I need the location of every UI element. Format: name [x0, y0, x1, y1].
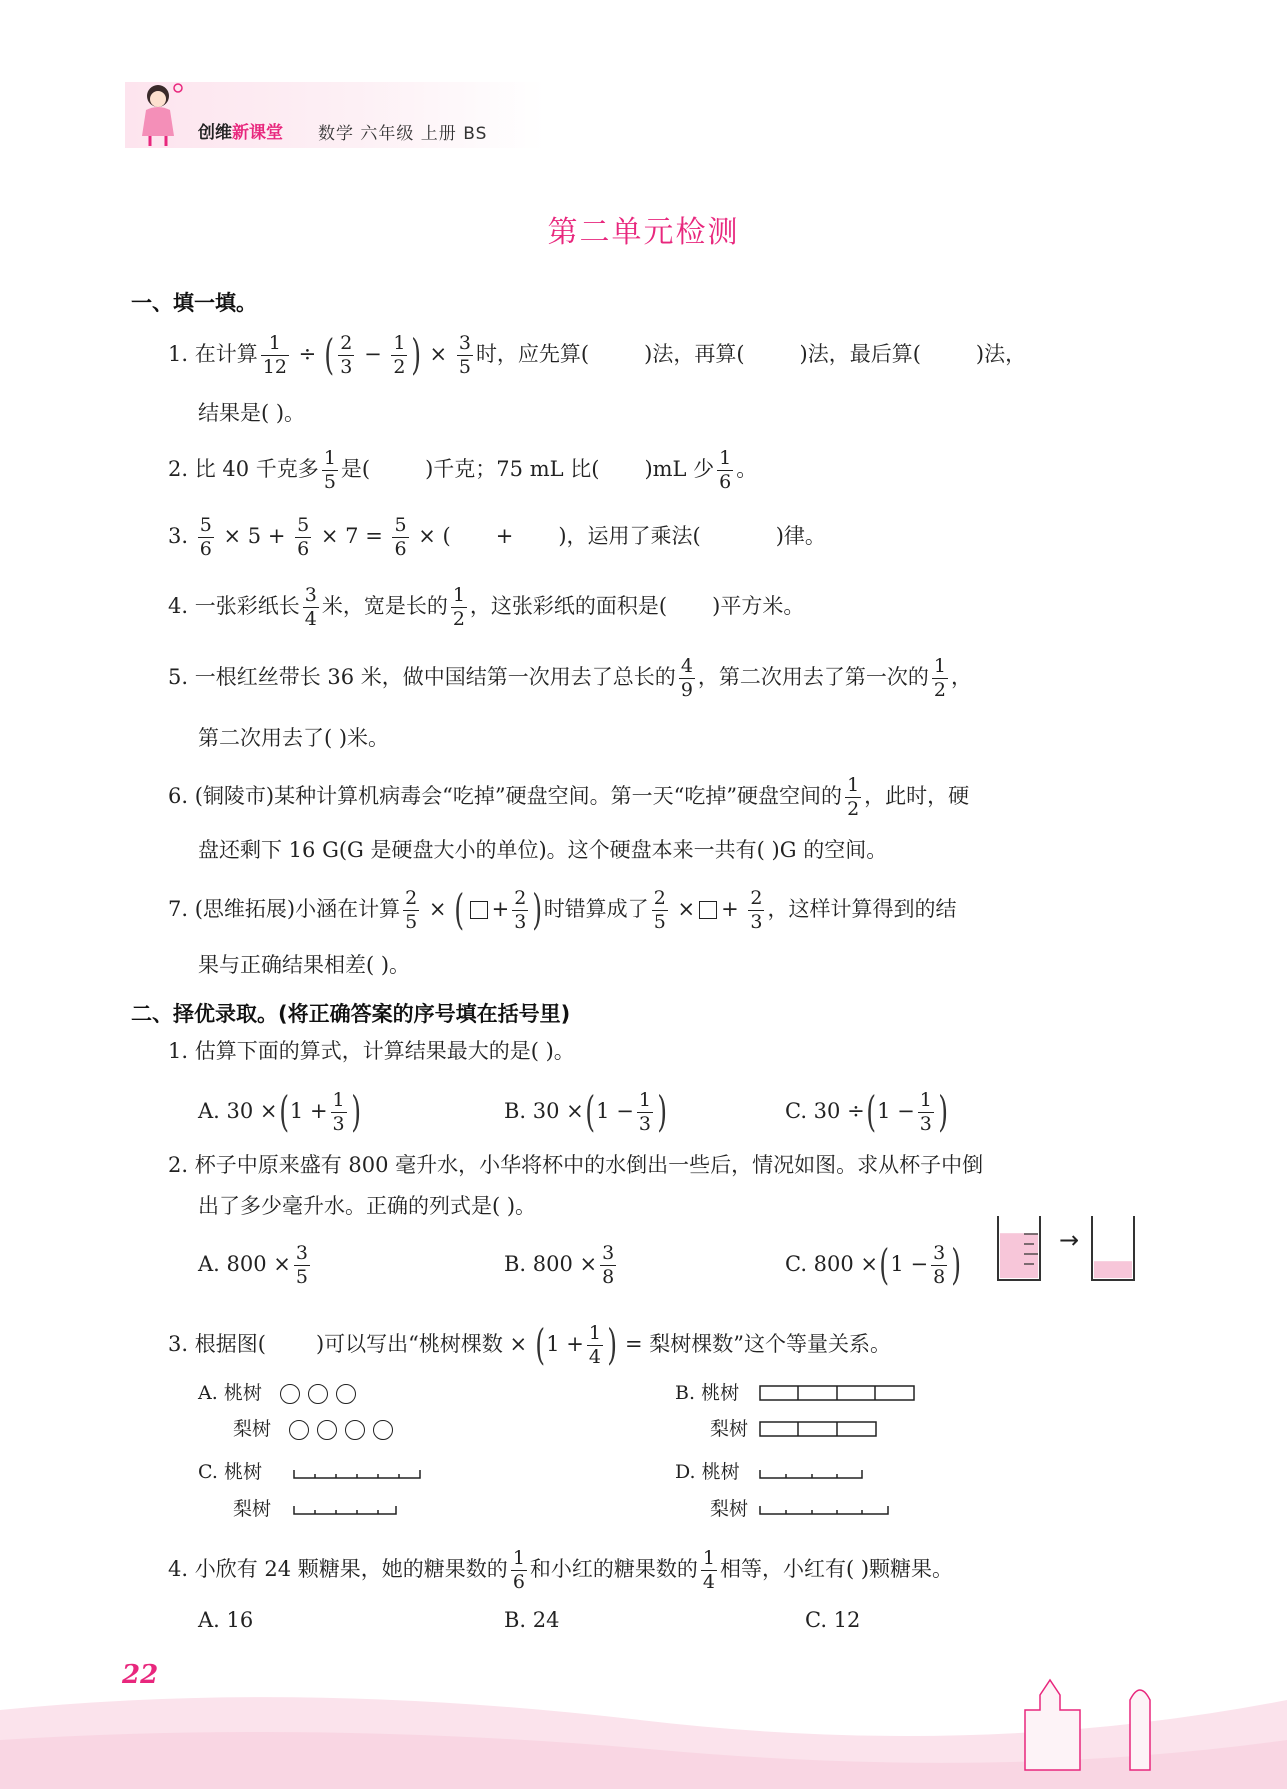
s2-q1-option-b: B. 30 ×(1 − $\frac{1}{3}$ ): [504, 1087, 668, 1137]
s1-q7-line1: 7. (思维拓展)小涵在计算 $\frac{2}{5}$ × ( + $\frac{2}{3}$ )时错算成了 $\frac{2}{5}$ × + $\frac{2}{3}$ ，这样计算得到的结: [168, 885, 957, 935]
circle-icon: [289, 1420, 309, 1440]
s2-q3-option-c-peach: C. 桃树: [198, 1461, 262, 1483]
brand-logo: 创维新课堂: [198, 123, 283, 143]
s1-q1-line2: 结果是( )。: [198, 401, 306, 425]
s1-q6-line2: 盘还剩下 16 G(G 是硬盘大小的单位)。这个硬盘本来一共有( )G 的空间。: [198, 838, 888, 862]
section1-heading: 一、填一填。: [131, 291, 257, 315]
s2-q3-option-d-peach: D. 桃树: [675, 1461, 740, 1483]
circle-icon: [373, 1420, 393, 1440]
footer-wave: [0, 1640, 1287, 1789]
circle-icon: [345, 1420, 365, 1440]
s2-q3-option-b-pear: 梨树: [710, 1418, 749, 1440]
section2-heading: 二、择优录取。(将正确答案的序号填在括号里): [131, 1002, 571, 1026]
circle-icon: [308, 1384, 328, 1404]
s2-q4-text: 4. 小欣有 24 颗糖果，她的糖果数的 $\frac{1}{6}$ 和小红的糖果数的 $\frac{1}{4}$ 相等，小红有( )颗糖果。: [168, 1547, 954, 1593]
s2-q3-option-b-peach: B. 桃树: [675, 1382, 740, 1404]
s2-q1-option-c: C. 30 ÷(1 − $\frac{1}{3}$ ): [785, 1087, 948, 1137]
page-title: 第二单元检测: [547, 215, 740, 250]
s2-q2-line2: 出了多少毫升水。正确的列式是( )。: [198, 1194, 537, 1218]
page-number: 22: [122, 1660, 159, 1690]
cup-after-icon: [1092, 1216, 1134, 1280]
s2-q1-option-a: A. 30 ×(1 + $\frac{1}{3}$ ): [198, 1087, 361, 1137]
s2-q2-option-c: C. 800 ×(1 − $\frac{3}{8}$ ): [785, 1240, 962, 1290]
cup-before-icon: [998, 1216, 1040, 1280]
cup-diagram: [994, 1212, 1142, 1284]
cartoon-girl-icon: [128, 78, 192, 148]
blank-square-icon: [470, 901, 488, 919]
s1-q5-line1: 5. 一根红丝带长 36 米，做中国结第一次用去了总长的 $\frac{4}{9}$ ，第二次用去了第一次的 $\frac{1}{2}$ ，: [168, 655, 972, 701]
s2-q4-option-b: B. 24: [504, 1608, 560, 1632]
s1-q4: 4. 一张彩纸长 $\frac{3}{4}$ 米，宽是长的 $\frac{1}{2}$ ，这张彩纸的面积是( )平方米。: [168, 584, 805, 630]
s1-q7-line2: 果与正确结果相差( )。: [198, 953, 411, 977]
s2-q2-line1: 2. 杯子中原来盛有 800 毫升水，小华将杯中的水倒出一些后，情况如图。求从杯子中倒: [168, 1153, 984, 1177]
s2-q4-option-c: C. 12: [805, 1608, 861, 1632]
s2-q1-text: 1. 估算下面的算式，计算结果最大的是( )。: [168, 1039, 575, 1063]
s1-q6-line1: 6. (铜陵市)某种计算机病毒会“吃掉”硬盘空间。第一天“吃掉”硬盘空间的 $\frac{1}{2}$ ，此时，硬: [168, 774, 970, 820]
s1-q5-line2: 第二次用去了( )米。: [198, 726, 390, 750]
fraction: $\frac{1}{12}$: [262, 332, 287, 378]
s1-q1-line1: 1. 在计算 $\frac{1}{12}$ ÷ ( $\frac{2}{3}$ − $\frac{1}{2}$ ) × $\frac{3}{5}$ 时，应先算( )法，再算( )法，最后算( )法，: [168, 330, 1027, 380]
s1-q3: 3. $\frac{5}{6}$ × 5 + $\frac{5}{6}$ × 7 = $\frac{5}{6}$ × ( + )，运用了乘法( )律。: [168, 514, 826, 560]
s2-q2-option-b: B. 800 × $\frac{3}{8}$: [504, 1242, 615, 1288]
circle-icon: [280, 1384, 300, 1404]
option-d-line-diagram: [758, 1462, 898, 1522]
s2-q3-option-c-pear: 梨树: [233, 1498, 272, 1520]
s2-q3-text: 3. 根据图( )可以写出“桃树棵数 × (1 + $\frac{1}{4}$ ) = 梨树棵数”这个等量关系。: [168, 1320, 892, 1370]
s2-q2-option-a: A. 800 × $\frac{3}{5}$: [198, 1242, 308, 1288]
option-c-line-diagram: [292, 1462, 422, 1522]
circle-icon: [317, 1420, 337, 1440]
book-subject: 数学 六年级 上册 BS: [318, 124, 488, 144]
s2-q4-option-a: A. 16: [198, 1608, 254, 1632]
blank-square-icon: [699, 901, 717, 919]
s2-q3-option-d-pear: 梨树: [710, 1498, 749, 1520]
s1-q2: 2. 比 40 千克多 $\frac{1}{5}$ 是( )千克；75 mL 比( )mL 少 $\frac{1}{6}$ 。: [168, 447, 758, 493]
arrow-icon: →: [1059, 1226, 1080, 1254]
option-b-bar-diagram: [758, 1384, 918, 1446]
circle-icon: [336, 1384, 356, 1404]
s2-q3-option-a-peach: A. 桃树: [198, 1384, 364, 1404]
s2-q3-option-a-pear: 梨树: [233, 1420, 401, 1440]
